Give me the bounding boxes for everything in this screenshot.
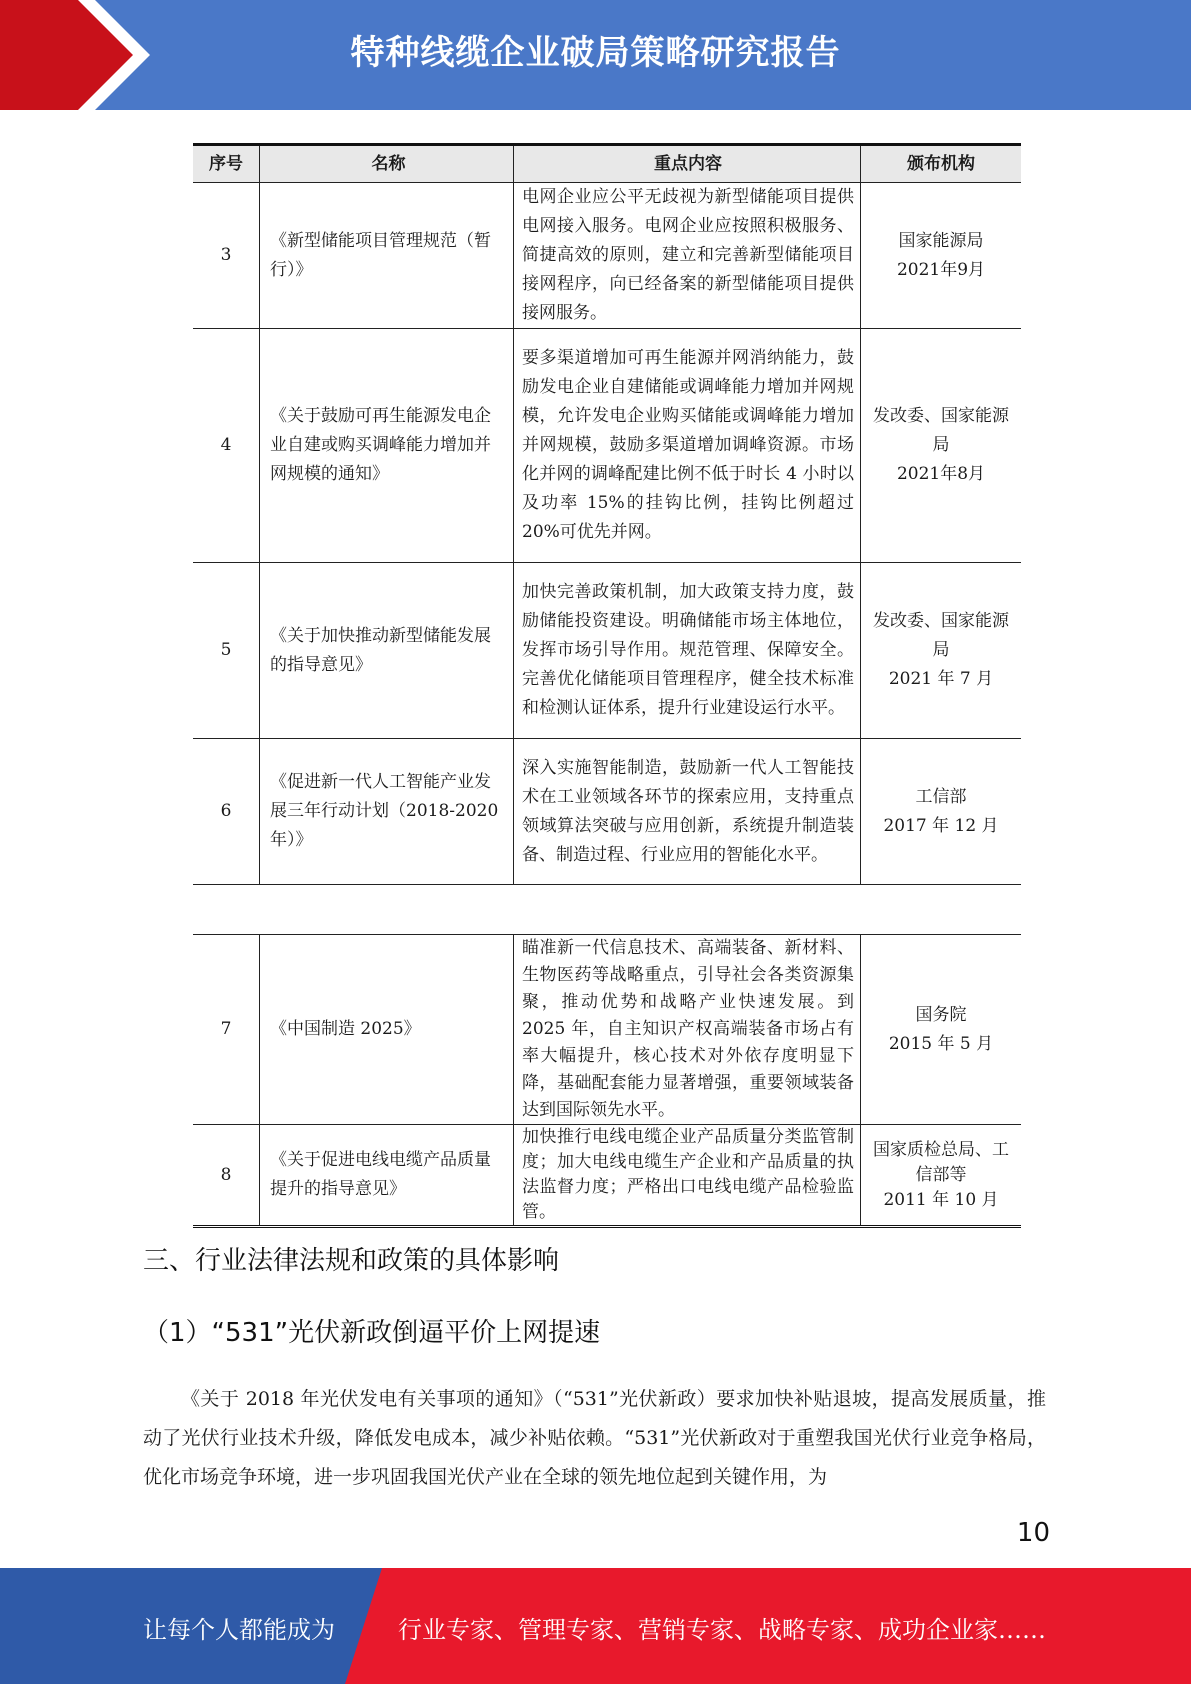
policy-name: 《关于加快推动新型储能发展的指导意见》: [260, 563, 514, 739]
policy-name: 《关于鼓励可再生能源发电企业自建或购买调峰能力增加并网规模的通知》: [260, 329, 514, 563]
column-header-content: 重点内容: [514, 145, 861, 183]
issuer-name: 工信部: [915, 786, 967, 807]
subsection-heading: （1）“531”光伏新政倒逼平价上网提速: [143, 1318, 601, 1348]
policy-name: 《促进新一代人工智能产业发展三年行动计划（2018-2020 年）》: [260, 739, 514, 885]
column-header-number: 序号: [193, 145, 260, 183]
footer-slogan-right: 行业专家、管理专家、营销专家、战略专家、成功企业家……: [398, 1616, 1046, 1644]
row-number: 6: [193, 739, 260, 885]
policy-name: 《关于促进电线电缆产品质量提升的指导意见》: [260, 1125, 514, 1227]
policy-issuer: [861, 183, 1022, 329]
policy-issuer: [861, 563, 1022, 739]
issuer-name: 发改委、国家能源局: [873, 611, 1009, 660]
section-heading: 三、行业法律法规和政策的具体影响: [143, 1246, 560, 1276]
issuer-name: 国务院: [915, 1004, 967, 1025]
table-row: [193, 183, 1021, 329]
policy-content: 要多渠道增加可再生能源并网消纳能力，鼓励发电企业自建储能或调峰能力增加并网规模，允许发电企业购买储能或调峰能力增加并网规模，鼓励多渠道增加调峰资源。市场化并网的调峰配建比例不低于时长 4 小时以及功率 15%的挂钩比例，挂钩比例超过 20%可优先并网。: [514, 329, 861, 563]
table-row: [193, 329, 1021, 563]
row-number: 8: [193, 1125, 260, 1227]
row-number: 4: [193, 329, 260, 563]
footer-slogan-left: 让每个人都能成为: [143, 1616, 335, 1644]
issue-date: 2011 年 10 月: [883, 1189, 999, 1210]
policy-table-part-2: [193, 934, 1021, 1228]
issue-date: 2021年8月: [896, 464, 986, 484]
policy-issuer: [861, 935, 1022, 1125]
row-number: 5: [193, 563, 260, 739]
policy-name: 《新型储能项目管理规范（暂行）》: [260, 183, 514, 329]
column-header-name: 名称: [260, 145, 514, 183]
issue-date: 2015 年 5 月: [888, 1033, 994, 1054]
policy-content: 深入实施智能制造，鼓励新一代人工智能技术在工业领域各环节的探索应用，支持重点领域算法突破与应用创新，系统提升制造装备、制造过程、行业应用的智能化水平。: [514, 739, 861, 885]
policy-content: 电网企业应公平无歧视为新型储能项目提供电网接入服务。电网企业应按照积极服务、简捷高效的原则，建立和完善新型储能项目接网程序，向已经备案的新型储能项目提供接网服务。: [514, 183, 861, 329]
issuer-name: 国家能源局: [898, 230, 984, 251]
policy-name: 《中国制造 2025》: [260, 935, 514, 1125]
row-number: 7: [193, 935, 260, 1125]
table-row: [193, 1125, 1021, 1227]
issue-date: 2021年9月: [896, 259, 986, 280]
policy-issuer: [861, 739, 1022, 885]
report-title: 特种线缆企业破局策略研究报告: [350, 33, 841, 73]
table-header-row: [193, 145, 1021, 183]
body-paragraph: 《关于 2018 年光伏发电有关事项的通知》（“531”光伏新政）要求加快补贴退坡，提高发展质量，推动了光伏行业技术升级，降低发电成本，减少补贴依赖。“531”光伏新政对于重塑我国光伏行业竞争格局，优化市场竞争环境，进一步巩固我国光伏产业在全球的领先地位起到关键作用，为: [143, 1388, 1046, 1488]
table-row: [193, 935, 1021, 1125]
page-number: 10: [1016, 1518, 1050, 1548]
policy-content: 加快完善政策机制，加大政策支持力度，鼓励储能投资建设。明确储能市场主体地位，发挥市场引导作用。规范管理、保障安全。完善优化储能项目管理程序，健全技术标准和检测认证体系，提升行业建设运行水平。: [514, 563, 861, 739]
table-row: [193, 739, 1021, 885]
issue-date: 2021 年 7 月: [888, 669, 994, 689]
issuer-name: 国家质检总局、工信部等: [873, 1139, 1009, 1185]
issuer-name: 发改委、国家能源局: [873, 406, 1009, 455]
issue-date: 2017 年 12 月: [883, 815, 999, 836]
policy-issuer: [861, 1125, 1022, 1227]
policy-table-part-1: [193, 143, 1021, 885]
row-number: 3: [193, 183, 260, 329]
policy-content: 加快推行电线电缆企业产品质量分类监管制度；加大电线电缆生产企业和产品质量的执法监督力度；严格出口电线电缆产品检验监管。: [514, 1125, 861, 1227]
table-row: [193, 563, 1021, 739]
column-header-issuer: 颁布机构: [861, 145, 1022, 183]
policy-issuer: [861, 329, 1022, 563]
policy-content: 瞄准新一代信息技术、高端装备、新材料、生物医药等战略重点，引导社会各类资源集聚，推动优势和战略产业快速发展。到 2025 年，自主知识产权高端装备市场占有率大幅提升，核心技术对外依存度明显下降，基础配套能力显著增强，重要领域装备达到国际领先水平。: [514, 935, 861, 1125]
